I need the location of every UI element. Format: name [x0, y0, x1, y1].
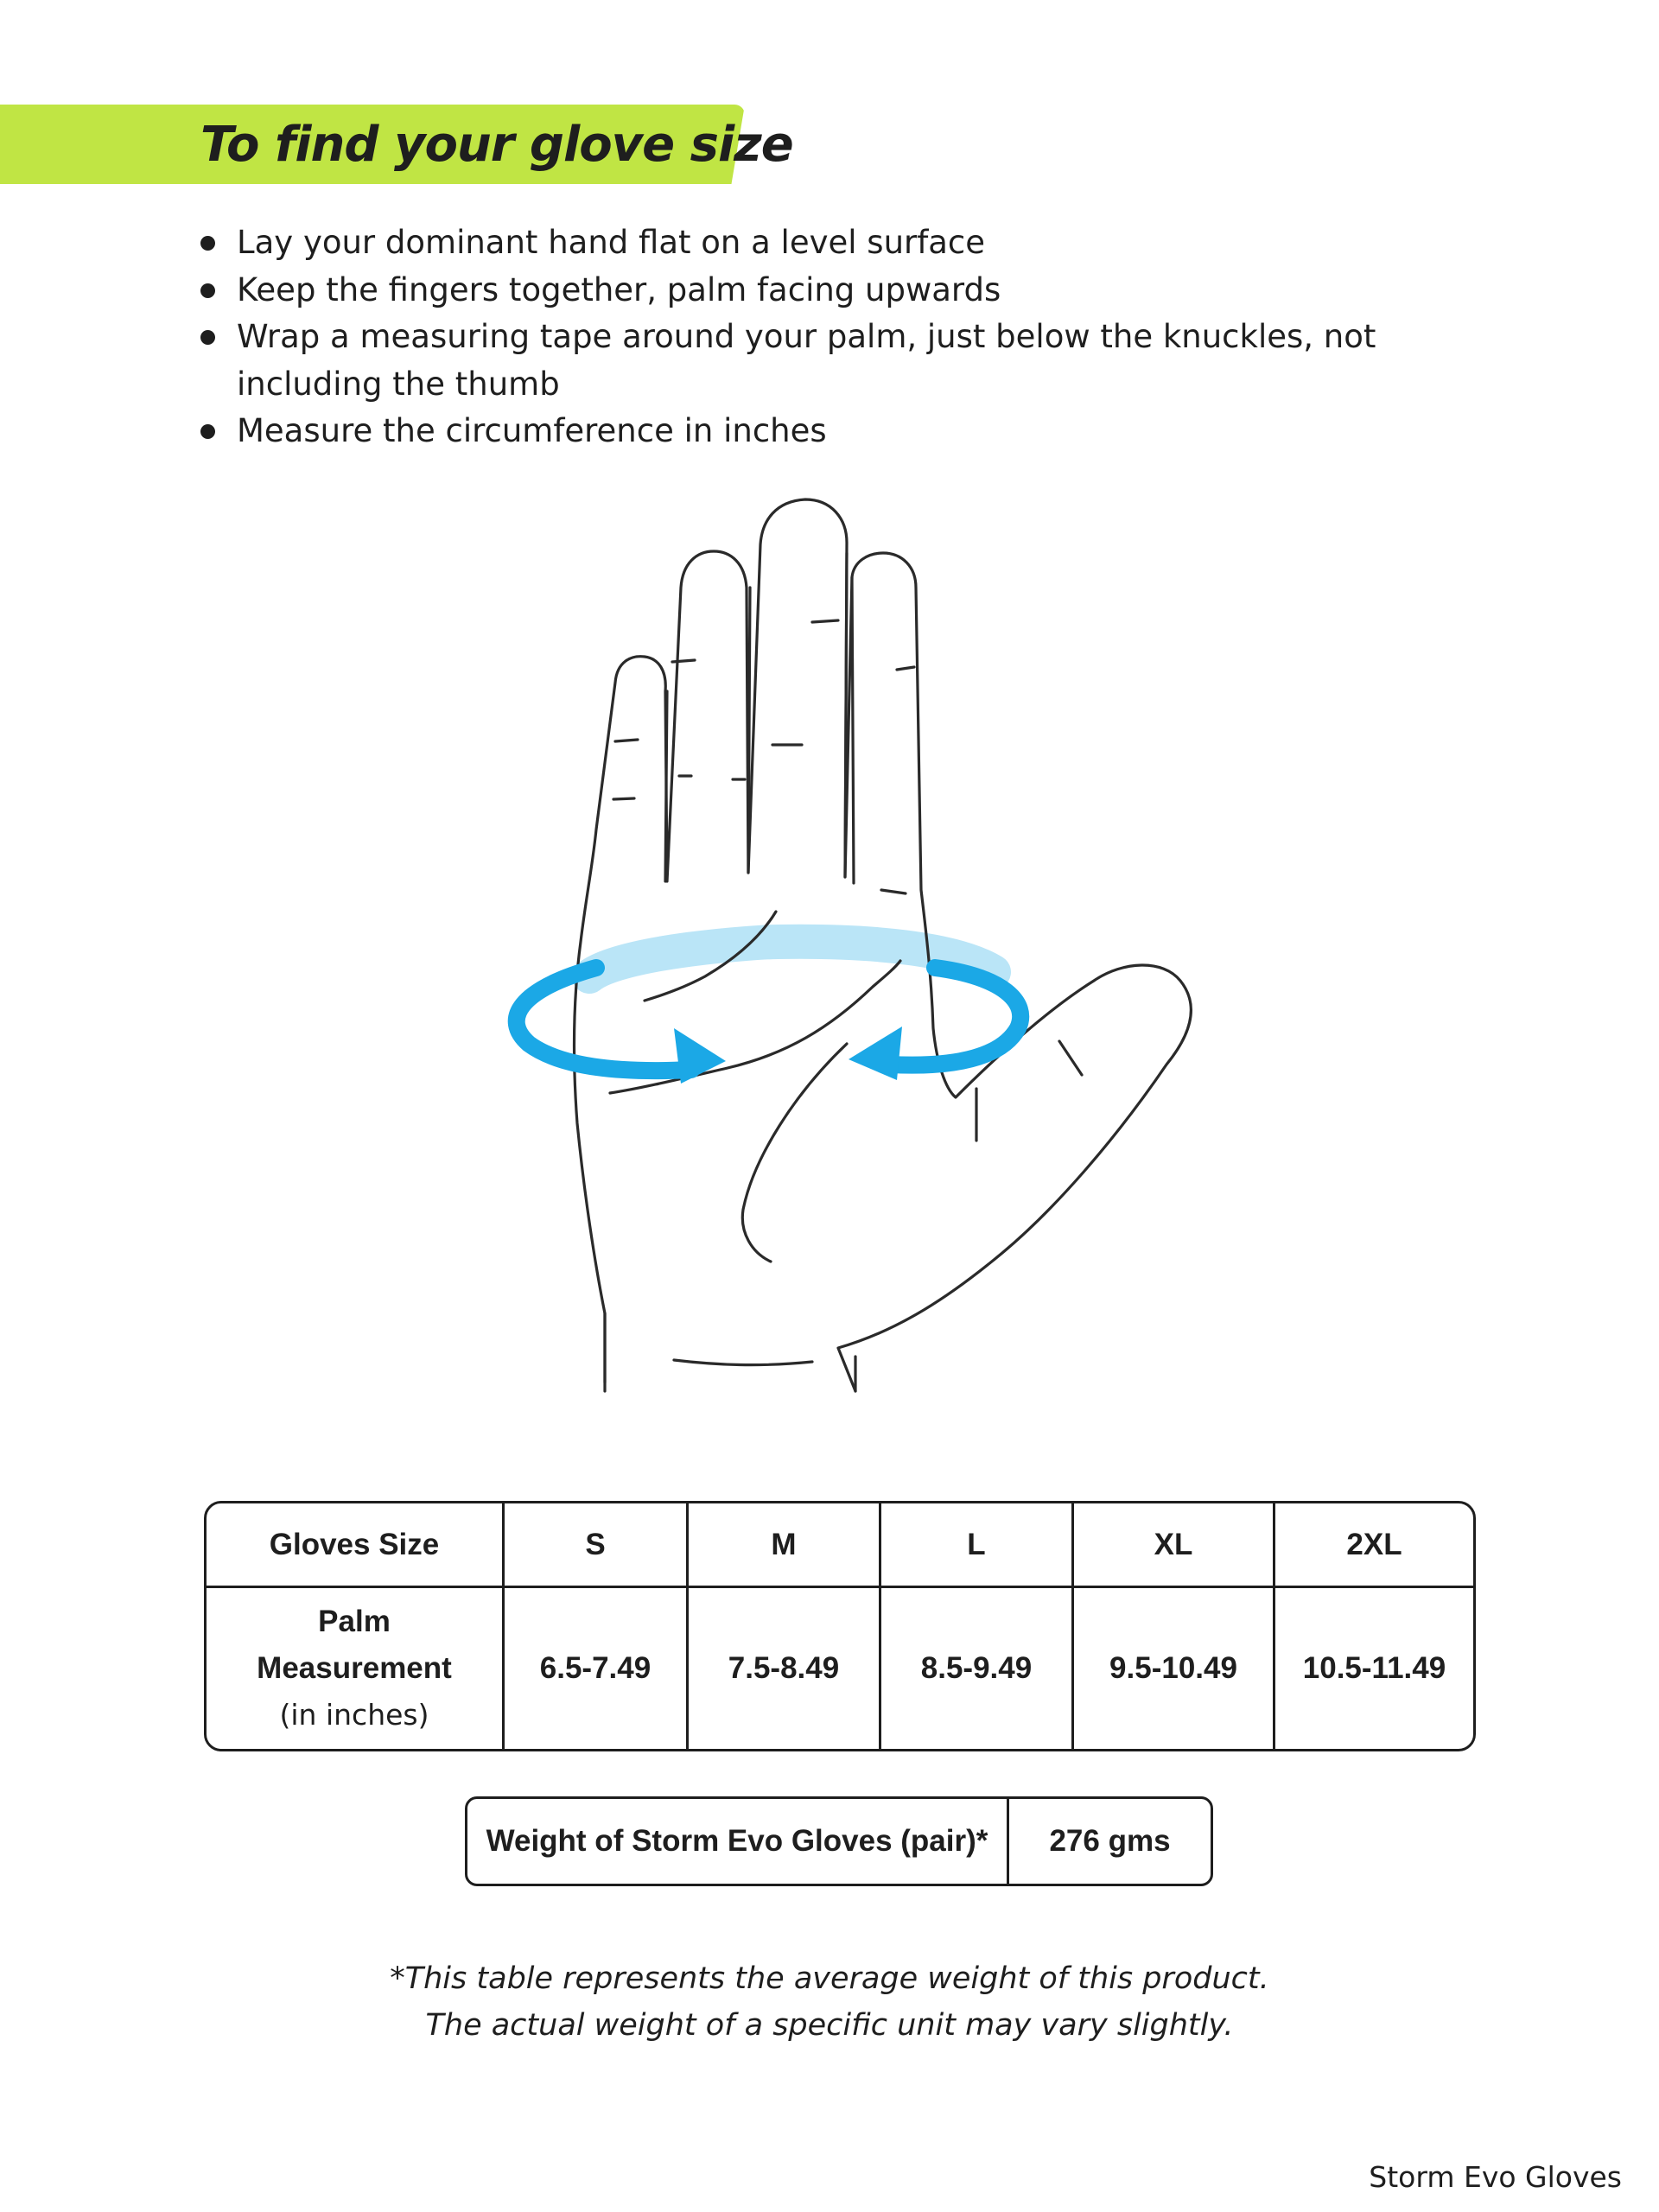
footnote-line1: *This table represents the average weight of this product.	[390, 1961, 1269, 1996]
instruction-text: Keep the fingers together, palm facing upwards	[237, 270, 1001, 308]
table-row	[207, 1588, 1473, 1749]
glove-size-table	[204, 1501, 1476, 1751]
instruction-text: Lay your dominant hand flat on a level surface	[237, 224, 986, 261]
instruction-item	[200, 219, 1514, 267]
instruction-text: Measure the circumference in inches	[237, 412, 827, 449]
size-cell-2xl: 2XL	[1275, 1503, 1473, 1588]
tape-front-band-right	[890, 968, 1020, 1065]
bullet-icon	[200, 330, 215, 345]
instruction-text: Wrap a measuring tape around your palm, just below the knuckles, not including the thumb	[237, 318, 1376, 403]
tape-arrow-right-icon	[849, 1027, 902, 1080]
bullet-icon	[200, 236, 215, 251]
size-header-label: Gloves Size	[207, 1503, 505, 1588]
instruction-item	[200, 314, 1514, 408]
size-cell-s: S	[505, 1503, 689, 1588]
weight-table	[465, 1796, 1213, 1886]
instruction-list	[200, 219, 1514, 455]
measurement-unit-label: (in inches)	[279, 1698, 429, 1732]
size-cell-m: M	[689, 1503, 881, 1588]
measurement-cell-m: 7.5-8.49	[689, 1588, 881, 1749]
size-cell-xl: XL	[1074, 1503, 1275, 1588]
bullet-icon	[200, 424, 215, 439]
footnote	[0, 1955, 1659, 2049]
measurement-label-line2: Measurement	[257, 1651, 452, 1685]
table-row	[467, 1799, 1211, 1884]
measurement-row-label	[207, 1588, 505, 1749]
instruction-item	[200, 267, 1514, 315]
hand-with-measuring-tape-icon	[484, 484, 1227, 1400]
measurement-label-line1: Palm	[318, 1605, 391, 1638]
measurement-cell-s: 6.5-7.49	[505, 1588, 689, 1749]
weight-label: Weight of Storm Evo Gloves (pair)*	[467, 1799, 1009, 1884]
measurement-cell-xl: 9.5-10.49	[1074, 1588, 1275, 1749]
footnote-line2: The actual weight of a specific unit may vary slightly.	[425, 2008, 1234, 2043]
size-cell-l: L	[881, 1503, 1074, 1588]
weight-value: 276 gms	[1049, 1824, 1171, 1858]
table-row	[207, 1503, 1473, 1588]
bullet-icon	[200, 283, 215, 298]
measurement-cell-l: 8.5-9.49	[881, 1588, 1074, 1749]
footer-brand: Storm Evo Gloves	[1369, 2160, 1622, 2194]
measurement-cell-2xl: 10.5-11.49	[1302, 1651, 1446, 1685]
instruction-item	[200, 408, 1514, 455]
page-title: To find your glove size	[200, 117, 793, 173]
